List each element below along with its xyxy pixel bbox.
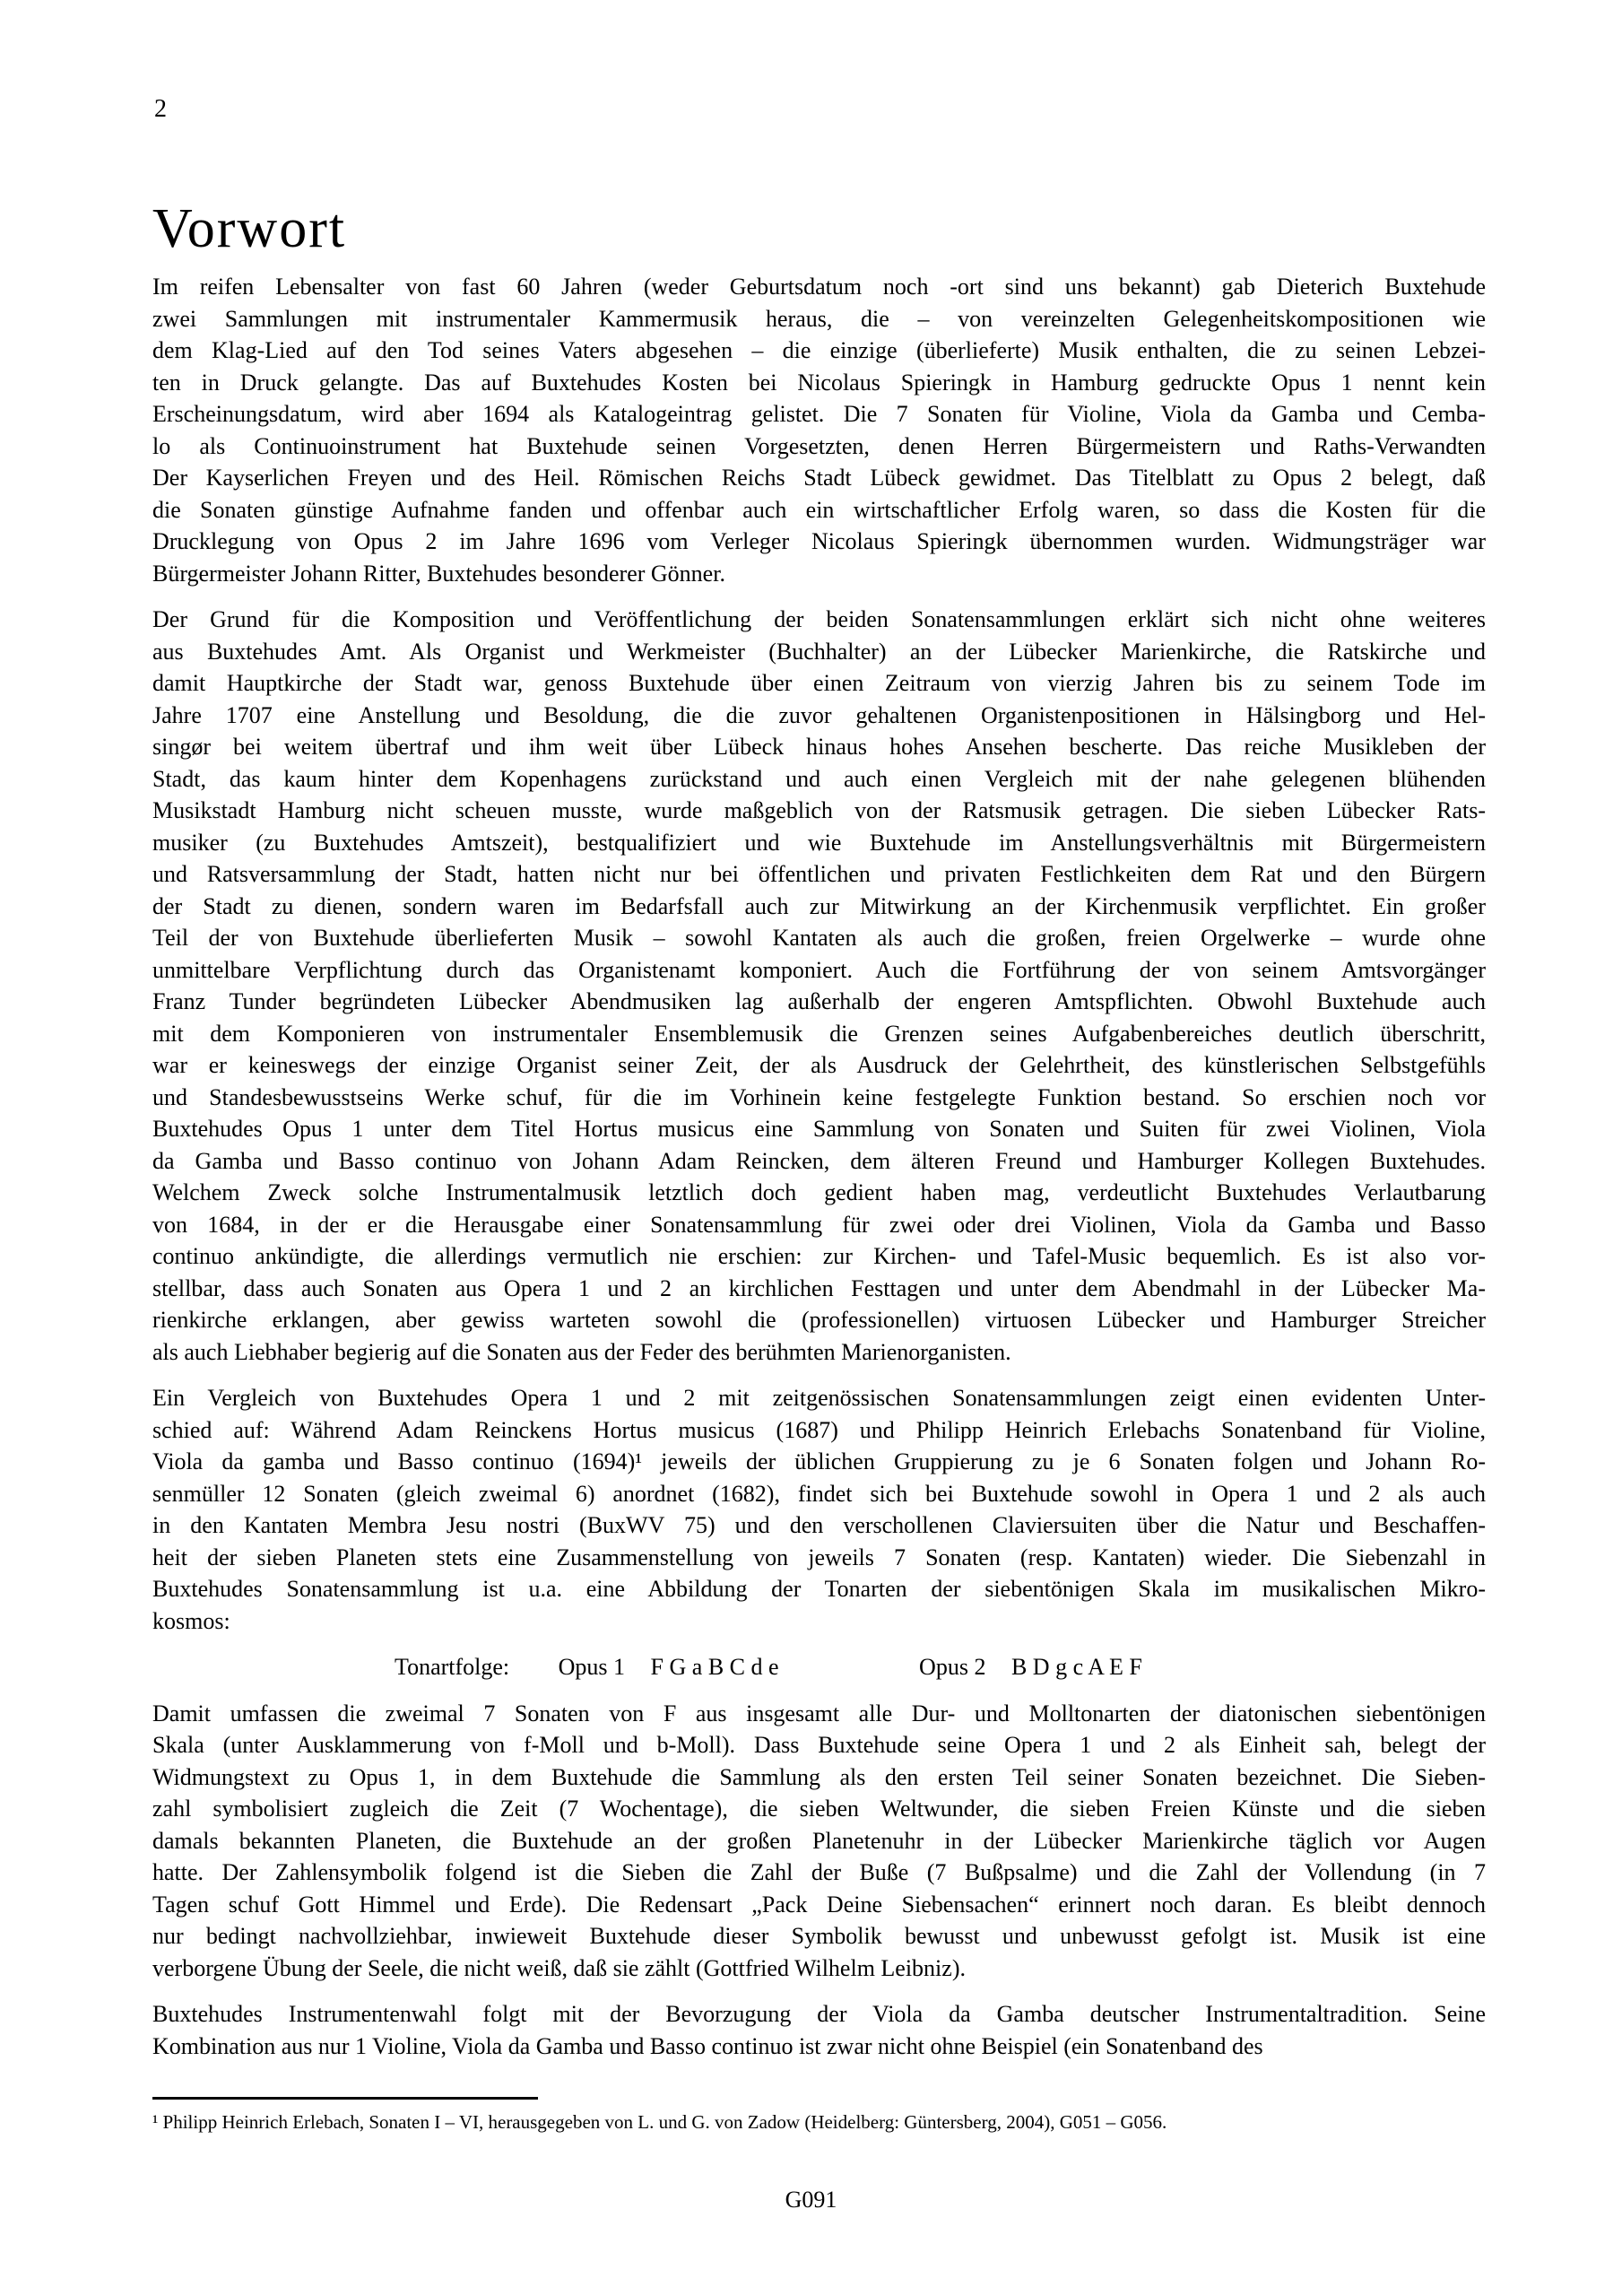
text-line: Franz Tunder begründeten Lübecker Abendmusiken lag außerhalb der engeren Amtspflichten. Obwohl Buxtehude auch [152, 988, 1486, 1014]
text-line: in den Kantaten Membra Jesu nostri (BuxWV 75) und den verschollenen Claviersuiten über die Natur und Beschaffen- [152, 1512, 1486, 1538]
text-line: Buxtehudes Instrumentenwahl folgt mit der Bevorzugung der Viola da Gamba deutscher Instrumentaltradition. Seine [152, 2001, 1486, 2027]
text-line: und Ratsversammlung der Stadt, hatten nicht nur bei öffentlichen und privaten Festlichkeiten dem Rat und den Bürgern [152, 861, 1486, 887]
text-line: Welchem Zweck solche Instrumentalmusik letztlich doch gedient haben mag, verdeutlicht Buxtehudes Verlautbarung [152, 1179, 1486, 1205]
text-line: continuo ankündigte, die allerdings vermutlich nie erschien: zur Kirchen- und Tafel-Music bequemlich. Es ist also vor- [152, 1243, 1486, 1269]
text-line: unmittelbare Verpflichtung durch das Organistenamt komponiert. Auch die Fortführung der von seinem Amtsvorgänger [152, 956, 1486, 983]
text-line: Stadt, das kaum hinter dem Kopenhagens zurückstand und auch einen Vergleich mit der nahe gelegenen blühenden [152, 765, 1486, 792]
text-line: senmüller 12 Sonaten (gleich zweimal 6) anordnet (1682), findet sich bei Buxtehude sowohl in Opera 1 und 2 als auch [152, 1480, 1486, 1507]
text-line: Bürgermeister Johann Ritter, Buxtehudes besonderer Gönner. [152, 560, 725, 587]
text-line: Damit umfassen die zweimal 7 Sonaten von F aus insgesamt alle Dur- und Molltonarten der diatonischen siebentönigen [152, 1700, 1486, 1726]
text-line: Der Kayserlichen Freyen und des Heil. Römischen Reichs Stadt Lübeck gewidmet. Das Titelblatt zu Opus 2 belegt, daß [152, 465, 1486, 491]
text-line: Viola da gamba und Basso continuo (1694)¹ jeweils der üblichen Gruppierung zu je 6 Sonaten folgen und Johann Ro- [152, 1448, 1486, 1474]
text-line: aus Buxtehudes Amt. Als Organist und Werkmeister (Buchhalter) an der Lübecker Marienkirche, die Ratskirche und [152, 638, 1486, 665]
text-line: der Stadt zu dienen, sondern waren im Bedarfsfall auch zur Mitwirkung an der Kirchenmusik verpflichtet. Ein großer [152, 892, 1486, 919]
tonart-opus1-keys: F G a B C d e [650, 1654, 779, 1680]
text-line: stellbar, dass auch Sonaten aus Opera 1 und 2 an kirchlichen Festtagen und unter dem Abendmahl in der Lübecker Ma- [152, 1274, 1486, 1301]
text-line: Kombination aus nur 1 Violine, Viola da Gamba und Basso continuo ist zwar nicht ohne Beispiel (ein Sonatenband des [152, 2032, 1263, 2059]
page-title: Vorwort [152, 198, 347, 259]
paragraph [152, 604, 1486, 1368]
text-line: kosmos: [152, 1607, 230, 1634]
paragraphs-after-tonart [152, 1698, 1486, 2063]
paragraphs-before-tonart [152, 271, 1486, 1637]
text-line: da Gamba und Basso continuo von Johann Adam Reincken, dem älteren Freund und Hamburger Kollegen Buxtehudes. [152, 1147, 1486, 1174]
text-line: mit dem Komponieren von instrumentaler Ensemblemusik die Grenzen seines Aufgabenbereiches deutlich überschritt, [152, 1020, 1486, 1047]
text-line: singør bei weitem übertraf und ihm weit über Lübeck hinaus hohes Ansehen bescherte. Das reiche Musikleben der [152, 734, 1486, 760]
tonart-line [152, 1651, 1486, 1683]
text-line: ten in Druck gelangte. Das auf Buxtehudes Kosten bei Nicolaus Spieringk in Hamburg gedruckte Opus 1 nennt kein [152, 369, 1486, 396]
text-line: schied auf: Während Adam Reinckens Hortus musicus (1687) und Philipp Heinrich Erlebachs Sonatenband für Violine, [152, 1416, 1486, 1443]
paragraph [152, 271, 1486, 589]
text-line: und Standesbewusstseins Werke schuf, für die im Vorhinein keine festgelegte Funktion bestand. So erschien noch vor [152, 1083, 1486, 1110]
text-line: Jahre 1707 eine Anstellung und Besoldung, die die zuvor gehaltenen Organistenpositionen in Hälsingborg und Hel- [152, 701, 1486, 728]
tonart-label: Tonartfolge: [395, 1654, 510, 1680]
tonart-opus2-keys: B D g c A E F [1010, 1654, 1142, 1680]
text-line: zahl symbolisiert zugleich die Zeit (7 Wochentage), die sieben Weltwunder, die sieben Freien Künste und die sieben [152, 1796, 1486, 1822]
text-line: als auch Liebhaber begierig auf die Sonaten aus der Feder des berühmten Marienorganisten. [152, 1338, 1011, 1365]
text-line: Teil der von Buxtehude überlieferten Musik – sowohl Kantaten als auch die großen, freien Orgelwerke – wurde ohne [152, 925, 1486, 951]
footnote-text: ¹ Philipp Heinrich Erlebach, Sonaten I – VI, herausgegeben von L. und G. von Zadow (Heidelberg: Güntersberg, 2004), G051 – G056. [152, 2111, 1167, 2133]
text-line: verborgene Übung der Seele, die nicht weiß, daß sie zählt (Gottfried Wilhelm Leibniz). [152, 1954, 966, 1981]
body-text [152, 271, 1486, 2076]
text-line: von 1684, in der er die Herausgabe einer Sonatensammlung für zwei oder drei Violinen, Viola da Gamba und Basso [152, 1211, 1486, 1238]
text-line: Skala (unter Ausklammerung von f-Moll und b-Moll). Dass Buxtehude seine Opera 1 und 2 als Einheit sah, belegt der [152, 1732, 1486, 1758]
footnote-rule [152, 2097, 538, 2100]
tonart-opus1-label: Opus 1 [558, 1654, 626, 1680]
page-footer: G091 [785, 2187, 837, 2213]
text-line: damit Hauptkirche der Stadt war, genoss Buxtehude über einen Zeitraum von vierzig Jahren bis zu seinem Tode im [152, 670, 1486, 696]
text-line: Der Grund für die Komposition und Veröffentlichung der beiden Sonatensammlungen erklärt sich nicht ohne weiteres [152, 606, 1486, 632]
text-line: hatte. Der Zahlensymbolik folgend ist die Sieben die Zahl der Buße (7 Bußpsalme) und die Zahl der Vollendung (in 7 [152, 1859, 1486, 1885]
text-line: Im reifen Lebensalter von fast 60 Jahren (weder Geburtsdatum noch -ort sind uns bekannt) gab Dieterich Buxtehude [152, 274, 1486, 300]
text-line: rienkirche erklangen, aber gewiss warteten sowohl die (professionellen) virtuosen Lübecker und Hamburger Streicher [152, 1307, 1486, 1333]
text-line: damals bekannten Planeten, die Buxtehude an der großen Planetenuhr in der Lübecker Marienkirche täglich vor Augen [152, 1827, 1486, 1854]
tonart-opus2-label: Opus 2 [919, 1654, 986, 1680]
page-number: 2 [154, 95, 167, 123]
paragraph [152, 1998, 1486, 2062]
text-line: Widmungstext zu Opus 1, in dem Buxtehude die Sammlung als den ersten Teil seiner Sonaten bezeichnet. Die Sieben- [152, 1763, 1486, 1790]
paragraph [152, 1382, 1486, 1637]
text-line: lo als Continuoinstrument hat Buxtehude seinen Vorgesetzten, denen Herren Bürgermeistern und Raths-Verwandten [152, 432, 1486, 459]
footnote-block [152, 2097, 1486, 2135]
text-line: die Sonaten günstige Aufnahme fanden und offenbar auch ein wirtschaftlicher Erfolg waren, so dass die Kosten für die [152, 496, 1486, 523]
text-line: Tagen schuf Gott Himmel und Erde). Die Redensart „Pack Deine Siebensachen“ erinnert noch daran. Es bleibt dennoch [152, 1891, 1486, 1918]
text-line: Ein Vergleich von Buxtehudes Opera 1 und 2 mit zeitgenössischen Sonatensammlungen zeigt einen evidenten Unter- [152, 1385, 1486, 1411]
text-line: Buxtehudes Opus 1 unter dem Titel Hortus musicus eine Sammlung von Sonaten und Suiten für zwei Violinen, Viola [152, 1116, 1486, 1142]
text-line: nur bedingt nachvollziehbar, inwieweit Buxtehude dieser Symbolik bewusst und unbewusst gefolgt ist. Musik ist eine [152, 1923, 1486, 1949]
text-line: Drucklegung von Opus 2 im Jahre 1696 vom Verleger Nicolaus Spieringk übernommen wurden. Widmungsträger war [152, 528, 1486, 554]
text-line: heit der sieben Planeten stets eine Zusammenstellung von jeweils 7 Sonaten (resp. Kantaten) wieder. Die Siebenzahl in [152, 1544, 1486, 1570]
text-line: Erscheinungsdatum, wird aber 1694 als Katalogeintrag gelistet. Die 7 Sonaten für Violine, Viola da Gamba und Cemba- [152, 401, 1486, 427]
text-line: musiker (zu Buxtehudes Amtszeit), bestqualifiziert und wie Buxtehude im Anstellungsverhältnis mit Bürgermeistern [152, 829, 1486, 856]
text-line: war er keineswegs der einzige Organist seiner Zeit, der als Ausdruck der Gelehrtheit, des künstlerischen Selbstgefühls [152, 1052, 1486, 1078]
text-line: dem Klag-Lied auf den Tod seines Vaters abgesehen – die einzige (überlieferte) Musik enthalten, die zu seinen Lebzei- [152, 337, 1486, 363]
text-line: zwei Sammlungen mit instrumentaler Kammermusik heraus, die – von vereinzelten Gelegenheitskompositionen wie [152, 305, 1486, 332]
paragraph [152, 1698, 1486, 1985]
text-line: Musikstadt Hamburg nicht scheuen musste, wurde maßgeblich von der Ratsmusik getragen. Die sieben Lübecker Rats- [152, 797, 1486, 823]
text-line: Buxtehudes Sonatensammlung ist u.a. eine Abbildung der Tonarten der siebentönigen Skala im musikalischen Mikro- [152, 1576, 1486, 1602]
